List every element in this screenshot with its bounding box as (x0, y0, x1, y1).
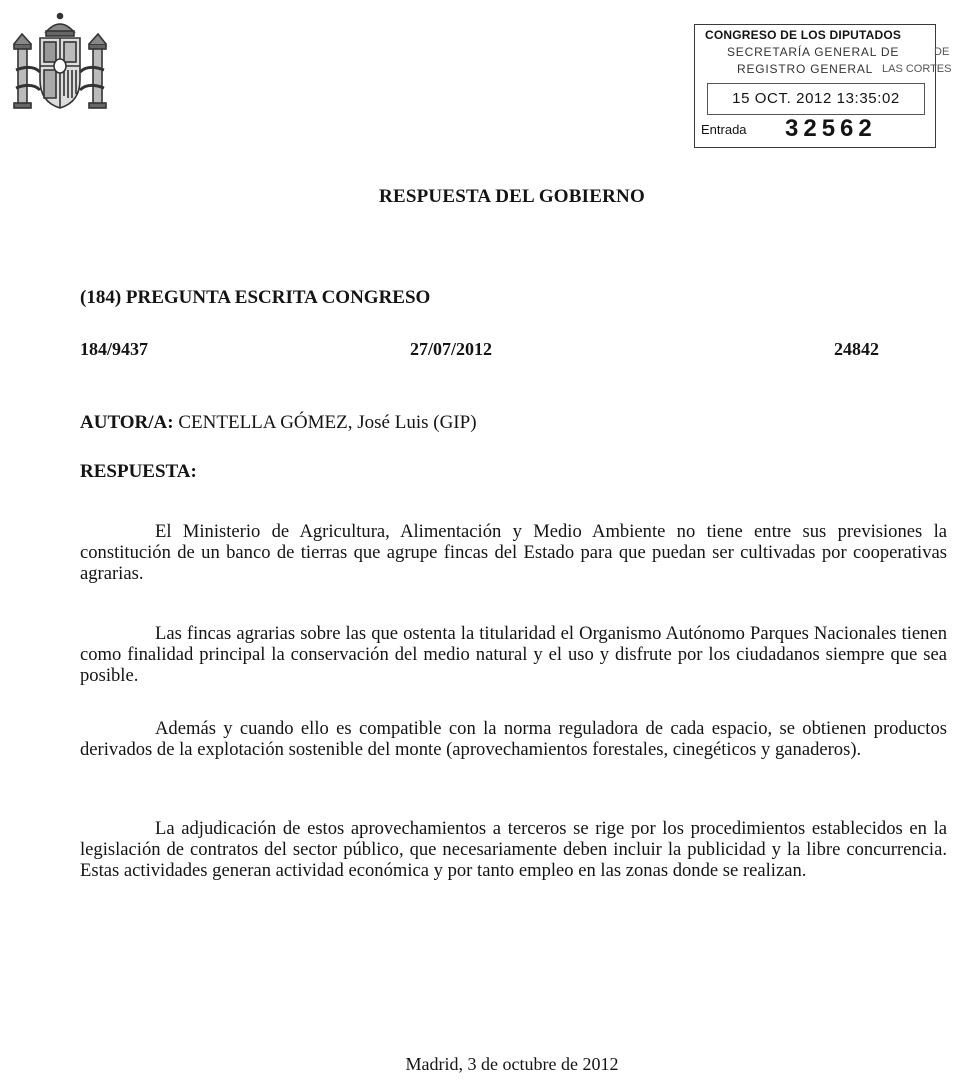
author-label: AUTOR/A: (80, 412, 174, 433)
registry-number: 24842 (834, 339, 879, 359)
answer-label: RESPUESTA: (80, 461, 197, 482)
stamp-overlap-text-2 (882, 61, 952, 78)
stamp-side-line2: LAS CORTES (882, 63, 952, 75)
registry-stamp (694, 24, 936, 148)
document-title: RESPUESTA DEL GOBIERNO (379, 186, 645, 207)
answer-paragraph-2: Las fincas agrarias sobre las que ostenta la titularidad el Organismo Autónomo Parques Nacionales tienen como finalidad principal la conservación del medio natural y el uso y disfrute por los ciudadanos siempre que sea posible. (80, 623, 947, 686)
stamp-registro: REGISTRO GENERAL (737, 62, 874, 76)
stamp-institution: CONGRESO DE LOS DIPUTADOS (705, 28, 902, 42)
author-name: CENTELLA GÓMEZ, José Luis (GIP) (178, 412, 477, 433)
author-line (80, 412, 477, 434)
answer-paragraph-4: La adjudicación de estos aprovechamientos a terceros se rige por los procedimientos establecidos en la legislación de contratos del sector público, que necesariamente deben incluir la publicidad y la libre concurrencia. Estas actividades generan actividad económica y por tanto empleo en las zonas donde se realizan. (80, 818, 947, 881)
coat-of-arms-icon (10, 10, 110, 120)
question-heading: (184) PREGUNTA ESCRITA CONGRESO (80, 287, 431, 308)
stamp-datetime: 15 OCT. 2012 13:35:02 (707, 83, 925, 115)
stamp-overlap-text (934, 44, 949, 61)
stamp-secretaria: SECRETARÍA GENERAL DE (727, 45, 900, 59)
question-date: 27/07/2012 (410, 339, 493, 359)
stamp-entrada-number: 32562 (785, 115, 877, 142)
reference-number: 184/9437 (80, 339, 149, 359)
stamp-side-line1: DE (934, 46, 950, 58)
place-and-date: Madrid, 3 de octubre de 2012 (405, 1054, 619, 1074)
answer-paragraph-3: Además y cuando ello es compatible con la norma reguladora de cada espacio, se obtienen productos derivados de la explotación sostenible del monte (aprovechamientos forestales, cinegéticos y ganaderos). (80, 718, 947, 760)
stamp-entrada-label: Entrada (701, 122, 747, 137)
answer-paragraph-1: El Ministerio de Agricultura, Alimentación y Medio Ambiente no tiene entre sus previsiones la constitución de un banco de tierras que agrupe fincas del Estado para que puedan ser cultivadas por cooperativas agrarias. (80, 521, 947, 584)
